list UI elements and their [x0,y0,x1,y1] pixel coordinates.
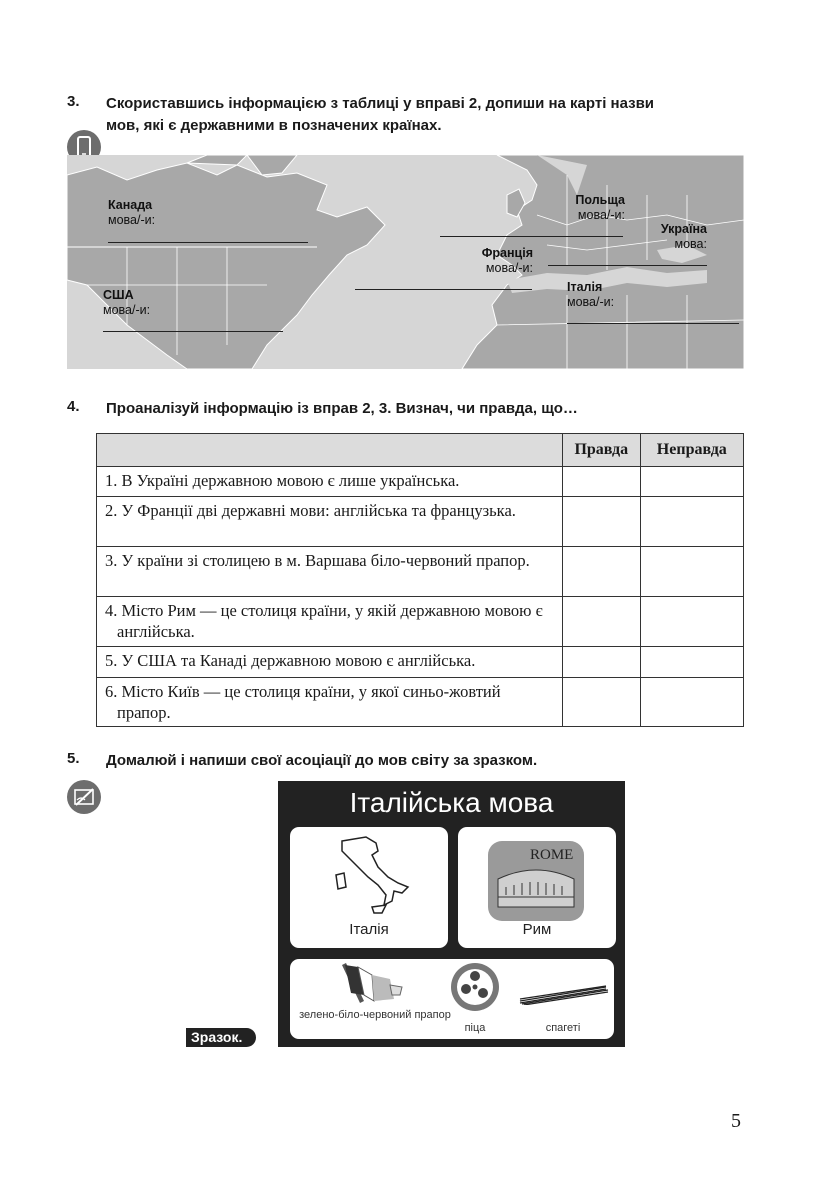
label-ukraine [635,222,707,252]
canada-lang: мова/-и: [108,213,156,227]
statement-text: 1. В Україні державною мовою є лише українська. [105,471,460,490]
spaghetti-icon [518,985,610,1005]
map-graphic [67,155,744,369]
france-answer-line[interactable] [355,289,532,290]
false-cell[interactable] [640,647,743,678]
rome-sign: ROME [530,847,574,863]
poland-lang: мова/-и: [577,208,625,222]
task-4-number: 4. [67,398,80,415]
header-false: Неправда [640,434,743,467]
canada-name: Канада [108,198,153,212]
table-row [97,547,744,597]
label-usa [103,288,150,318]
statement-cell [97,597,563,647]
associations-tile [290,959,614,1039]
usa-lang: мова/-и: [103,303,151,317]
france-name: Франція [481,246,533,260]
label-poland [547,193,625,223]
true-cell[interactable] [563,497,641,547]
statement-cell [97,467,563,497]
statement-text: 5. У США та Канаді державною мовою є англійська. [105,651,476,670]
table-row [97,467,744,497]
spaghetti-label: спагеті [545,1022,581,1034]
task-3-instruction [106,93,746,137]
sample-tag: Зразок. [186,1028,256,1047]
task-3-number: 3. [67,93,80,110]
label-france [455,246,533,276]
capital-tile [458,827,616,948]
statement-cell [97,547,563,597]
sample-card [278,781,625,1047]
colosseum-icon [488,841,584,921]
italy-lang: мова/-и: [567,295,615,309]
world-map [67,155,744,369]
usa-answer-line[interactable] [103,331,283,332]
poland-answer-line[interactable] [440,236,623,237]
country-label: Італія [349,921,389,938]
label-canada [108,198,155,228]
flag-icon [336,961,406,1009]
header-empty [97,434,563,467]
pizza-icon [448,961,502,1013]
table-row [97,647,744,678]
capital-label: Рим [522,921,552,938]
statement-cell [97,678,563,727]
country-tile [290,827,448,948]
italy-outline-icon [328,835,418,917]
table-row [97,497,744,547]
task-3-line-1: Скориставшись інформацією з таблиці у вправі 2, допиши на карті назви [106,95,655,112]
statement-text: 6. Місто Київ — це столиця країни, у якої синьо-жовтий прапор. [105,682,501,722]
true-cell[interactable] [563,547,641,597]
true-false-table [96,433,744,727]
false-cell[interactable] [640,597,743,647]
false-cell[interactable] [640,547,743,597]
statement-text: 3. У країни зі столицею в м. Варшава біло-червоний прапор. [105,551,530,570]
statement-text: 2. У Франції дві державні мови: англійська та французька. [105,501,516,520]
statement-text: 4. Місто Рим — це столиця країни, у якій державною мовою є англійська. [105,601,543,641]
usa-name: США [103,288,134,302]
pizza-label: піца [464,1022,486,1034]
true-cell[interactable] [563,678,641,727]
false-cell[interactable] [640,497,743,547]
france-lang: мова/-и: [485,261,533,275]
task-4-instruction: Проаналізуй інформацію із вправ 2, 3. Визнач, чи правда, що… [106,400,578,417]
drawing-icon [67,780,101,814]
statement-cell [97,647,563,678]
flag-label: зелено-біло-червоний прапор [299,1009,451,1021]
ukraine-answer-line[interactable] [548,265,707,266]
canada-answer-line[interactable] [108,242,308,243]
true-cell[interactable] [563,467,641,497]
true-cell[interactable] [563,597,641,647]
task-5-instruction: Домалюй і напиши свої асоціації до мов світу за зразком. [106,752,538,769]
task-3-line-2: мов, які є державними в позначених країнах. [106,117,442,134]
ukraine-lang: мова: [674,237,707,251]
task-5-number: 5. [67,750,80,767]
ukraine-name: Україна [660,222,707,236]
poland-name: Польща [575,193,625,207]
table-row [97,678,744,727]
false-cell[interactable] [640,467,743,497]
italy-name: Італія [567,280,603,294]
page-number: 5 [731,1110,741,1132]
header-true: Правда [563,434,641,467]
card-title: Італійська мова [349,787,554,818]
true-cell[interactable] [563,647,641,678]
statement-cell [97,497,563,547]
table-row [97,597,744,647]
label-italy [567,280,614,310]
italy-answer-line[interactable] [567,323,739,324]
false-cell[interactable] [640,678,743,727]
table-header-row [97,434,744,467]
